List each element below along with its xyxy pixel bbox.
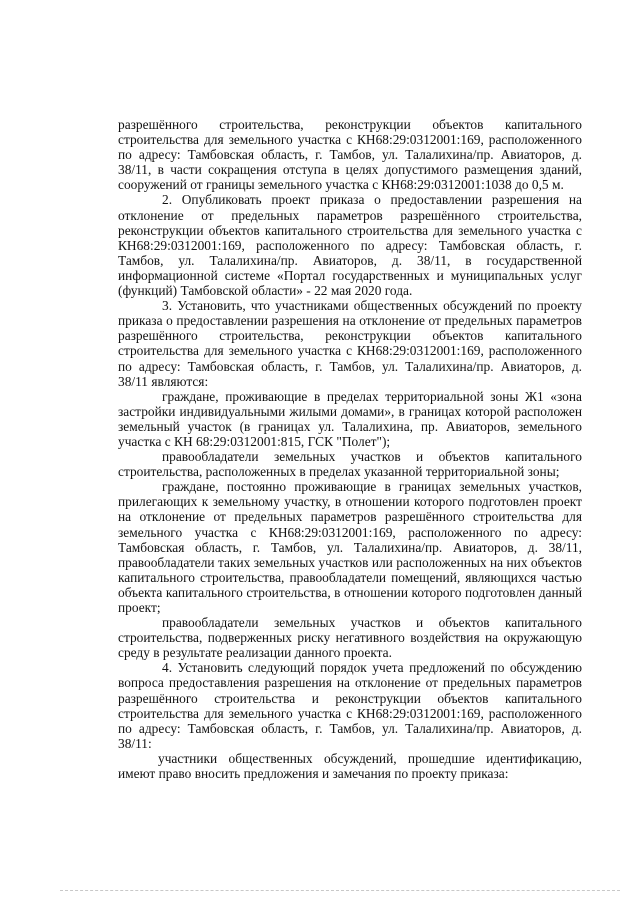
procedure-item-identified-participants: участники общественных обсуждений, прошедшие идентификацию, имеют право вносить предложения и замечания по проекту приказа: xyxy=(118,750,582,782)
participants-item-rights-holders-zone: правообладатели земельных участков и объектов капитального строительства, расположенных в пределах указанной территориальной зоны; xyxy=(118,449,582,480)
document-body xyxy=(118,117,582,781)
paragraph-1-continuation: разрешённого строительства, реконструкции объектов капитального строительства для земельного участка с КН68:29:0312001:169, расположенного по адресу: Тамбовская область, г. Тамбов, ул. Талалихина/пр. Авиаторов, д. 38/11, в части сокращения отступа в целях допустимого размещения зданий, сооружений от границы земельного участка с КН68:29:0312001:1038 до 0,5 м. xyxy=(118,117,582,193)
paragraph-2-publish: 2. Опубликовать проект приказа о предоставлении разрешения на отклонение от предельных параметров разрешённого строительства, реконструкции объектов капитального строительства для земельного участка с КН68:29:0312001:169, расположенного по адресу: Тамбовская область, г. Тамбов, ул. Талалихина/пр. Авиаторов, д. 38/11, в государственной информационной системе «Портал государственных и муниципальных услуг (функций) Тамбовской области» - 22 мая 2020 года. xyxy=(118,192,582,299)
participants-item-adjacent-residents: граждане, постоянно проживающие в границах земельных участков, прилегающих к земельному участку, в отношении которого подготовлен проект на отклонение от предельных параметров разрешённого строительства для земельного участка с КН68:29:0312001:169, расположенного по адресу: Тамбовская область, г. Тамбов, ул. Талалихина/пр. Авиаторов, д. 38/11, правообладатели таких земельных участков или расположенных на них объектов капитального строительства, правообладатели помещений, являющихся частью объекта капитального строительства, в отношении которого подготовлен данный проект; xyxy=(118,479,582,615)
participants-item-residents-zone: граждане, проживающие в пределах территориальной зоны Ж1 «зона застройки индивидуальными жилыми домами», в границах которой расположен земельный участок (в границах ул. Талалихина, пр. Авиаторов, земельного участка с КН 68:29:0312001:815, ГСК "Полет"); xyxy=(118,388,582,449)
paragraph-4-procedure: 4. Установить следующий порядок учета предложений по обсуждению вопроса предоставления разрешения на отклонение от предельных параметров разрешённого строительства и реконструкции объектов капитального строительства для земельного участка с КН68:29:0312001:169, расположенного по адресу: Тамбовская область, г. Тамбов, ул. Талалихина/пр. Авиаторов, д. 38/11: xyxy=(118,660,582,751)
scan-edge-line xyxy=(60,890,620,892)
paragraph-3-participants: 3. Установить, что участниками общественных обсуждений по проекту приказа о предоставлении разрешения на отклонение от предельных параметров разрешённого строительства, реконструкции объектов капитального строительства для земельного участка с КН68:29:0312001:169, расположенного по адресу: Тамбовская область, г. Тамбов, ул. Талалихина/пр. Авиаторов, д. 38/11 являются: xyxy=(118,298,582,389)
participants-item-environment-risk: правообладатели земельных участков и объектов капитального строительства, подверженных риску негативного воздействия на окружающую среду в результате реализации данного проекта. xyxy=(118,615,582,661)
